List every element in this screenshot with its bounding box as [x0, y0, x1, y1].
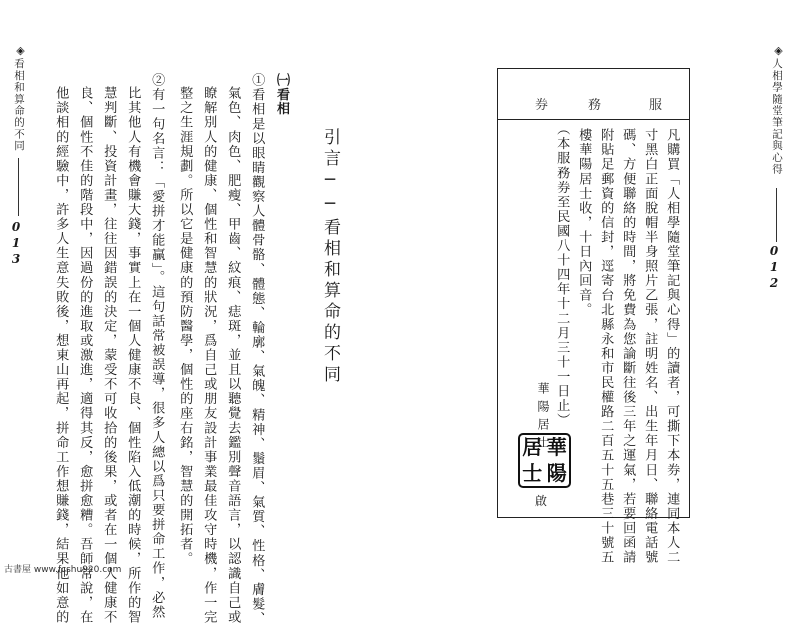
right-running-title: 人相學隨堂筆記與心得: [771, 58, 783, 175]
coupon-header-char: 務: [588, 98, 602, 113]
body-line: 瞭解別人的健康、個性和智慧的狀況，爲自己或朋友設計事業最佳攻守時機，作一完: [201, 86, 217, 625]
body-line: ②有一句名言：「愛拼才能贏」。這句話常被誤導，很多人總以爲只要拼命工作，必然: [149, 73, 165, 620]
body-line: 整之生涯規劃。所以它是健康的預防醫學，個性的座右銘，智慧的開拓者。: [177, 86, 193, 567]
seal-char: 居: [522, 435, 543, 459]
left-ornament: ◈: [14, 44, 27, 57]
subsection-heading: ㈠看相: [274, 73, 289, 117]
body-line: 比其他人有機會賺大錢，事實上在一個人健康不良、個性陷入低潮的時候，所作的智: [125, 86, 141, 625]
coupon-header-char: 服: [649, 98, 663, 113]
right-ornament: ◈: [772, 44, 785, 57]
coupon-header-char: 券: [535, 98, 549, 113]
section-title: 引言──看相和算命的不同: [320, 128, 340, 386]
left-page-number: 013: [9, 220, 23, 268]
site-watermark: 古書屋 www.fcshu920.com: [4, 565, 122, 575]
seal-char: 華: [546, 435, 567, 459]
right-header-rule: [776, 188, 777, 242]
coupon-signature: 華陽居士: [536, 382, 550, 454]
right-page-number: 012: [767, 244, 781, 292]
body-line: 氣色、肉色、肥瘦、甲齒、紋痕、痣斑，並且以聽覺去鑑別聲音語言，以認識自己或: [225, 86, 241, 625]
left-running-title: 看相和算命的不同: [13, 58, 25, 152]
body-line: 他談相的經驗中，許多人生意失敗後，想東山再起，拼命工作想賺錢，結果他如意的: [53, 86, 69, 625]
body-line: ①看相是以眼睛觀察人體骨骼、體態、輪廓、氣魄、精神、鬚眉、氣質、性格、膚髮、: [249, 73, 265, 626]
coupon-line: （本服務券至民國八十四年十二月三十一日止）: [554, 122, 570, 428]
coupon-closing: 啟: [535, 494, 548, 508]
left-header-rule: [18, 158, 19, 216]
coupon-line: 寸黑白正面脫帽半身照片乙張，註明姓名、出生年月日、聯絡電話號: [642, 128, 658, 565]
coupon-line: 樓華陽居士收，十日內回音。: [576, 128, 592, 318]
body-line: 良、個性不佳的階段中，因過份的進取或激進，適得其反，愈拼愈糟。吾師常說，在: [77, 86, 93, 625]
seal-char: 陽: [546, 460, 567, 485]
body-line: 慧判斷、投資計畫，往往因錯誤的決定，蒙受不可收拾的後果，或者在一個人健康不: [101, 86, 117, 625]
coupon-header: [498, 70, 689, 120]
coupon-line: 附貼足郵資的信封，逕寄台北縣永和市民權路二百五十五巷三十號五: [598, 128, 614, 565]
coupon-line: 凡購買「人相學隨堂筆記與心得」的讀者，可撕下本券，連同本人二: [664, 128, 680, 565]
seal-stamp: [518, 433, 571, 488]
coupon-line: 碼、方便聯絡的時間，將免費為您論斷往後三年之運氣，若要回函請: [620, 128, 636, 565]
seal-char: 士: [522, 460, 543, 485]
